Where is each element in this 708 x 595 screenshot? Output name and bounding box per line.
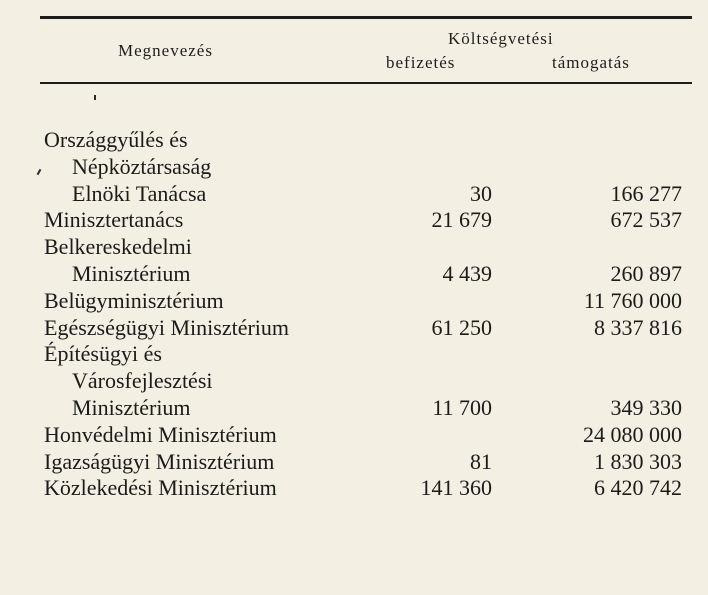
- befizetes-value: 81: [470, 449, 492, 474]
- table-row: [44, 475, 692, 500]
- table-row: [44, 234, 692, 259]
- row-label: Építésügyi és: [44, 341, 162, 366]
- header-koltsegvetesi: Költségvetési: [448, 29, 554, 48]
- table-row: [44, 395, 692, 420]
- befizetes-value: 61 250: [431, 315, 492, 340]
- table-top-rule: [40, 16, 692, 19]
- tamogatas-value: 8 337 816: [594, 315, 682, 340]
- table-row: [44, 422, 692, 447]
- tamogatas-value: 11 760 000: [583, 288, 682, 313]
- table-row: [44, 288, 692, 313]
- header-befizetes: befizetés: [386, 53, 456, 72]
- header-tamogatas: támogatás: [552, 53, 630, 72]
- befizetes-value: 4 439: [442, 261, 492, 286]
- row-label: Minisztertanács: [44, 207, 184, 232]
- row-label: Közlekedési Minisztérium: [44, 475, 277, 500]
- table-row: [44, 368, 692, 393]
- table-row: [44, 341, 692, 366]
- row-label: Belügyminisztérium: [44, 288, 224, 313]
- row-label: Honvédelmi Minisztérium: [44, 422, 277, 447]
- table-row: [44, 154, 692, 179]
- befizetes-value: 11 700: [432, 395, 492, 420]
- header-megnevezes: Megnevezés: [118, 41, 213, 60]
- befizetes-value: 30: [470, 181, 492, 206]
- tamogatas-value: 166 277: [610, 181, 682, 206]
- row-label: Népköztársaság: [72, 154, 212, 179]
- row-label: Igazságügyi Minisztérium: [44, 449, 275, 474]
- row-label: Egészségügyi Minisztérium: [44, 315, 290, 340]
- befizetes-value: 141 360: [420, 475, 492, 500]
- table-header-rule: [40, 82, 692, 84]
- tamogatas-value: 260 897: [610, 261, 682, 286]
- tamogatas-value: 1 830 303: [594, 449, 682, 474]
- row-label: Minisztérium: [72, 395, 191, 420]
- table-row: [44, 127, 692, 152]
- tamogatas-value: 24 080 000: [583, 422, 682, 447]
- table-row: [44, 261, 692, 286]
- row-label: Elnöki Tanácsa: [72, 181, 207, 206]
- befizetes-value: 21 679: [431, 207, 492, 232]
- row-label: Minisztérium: [72, 261, 191, 286]
- row-label: Országgyűlés és: [44, 127, 188, 152]
- print-speck: [37, 169, 42, 175]
- table-row: [44, 207, 692, 232]
- tamogatas-value: 672 537: [610, 207, 682, 232]
- row-label: Belkereskedelmi: [44, 234, 192, 259]
- tamogatas-value: 349 330: [610, 395, 682, 420]
- table-row: [44, 315, 692, 340]
- table-row: [44, 449, 692, 474]
- row-label: Városfejlesztési: [72, 368, 213, 393]
- tamogatas-value: 6 420 742: [594, 475, 682, 500]
- print-speck: [94, 95, 96, 100]
- table-row: [44, 181, 692, 206]
